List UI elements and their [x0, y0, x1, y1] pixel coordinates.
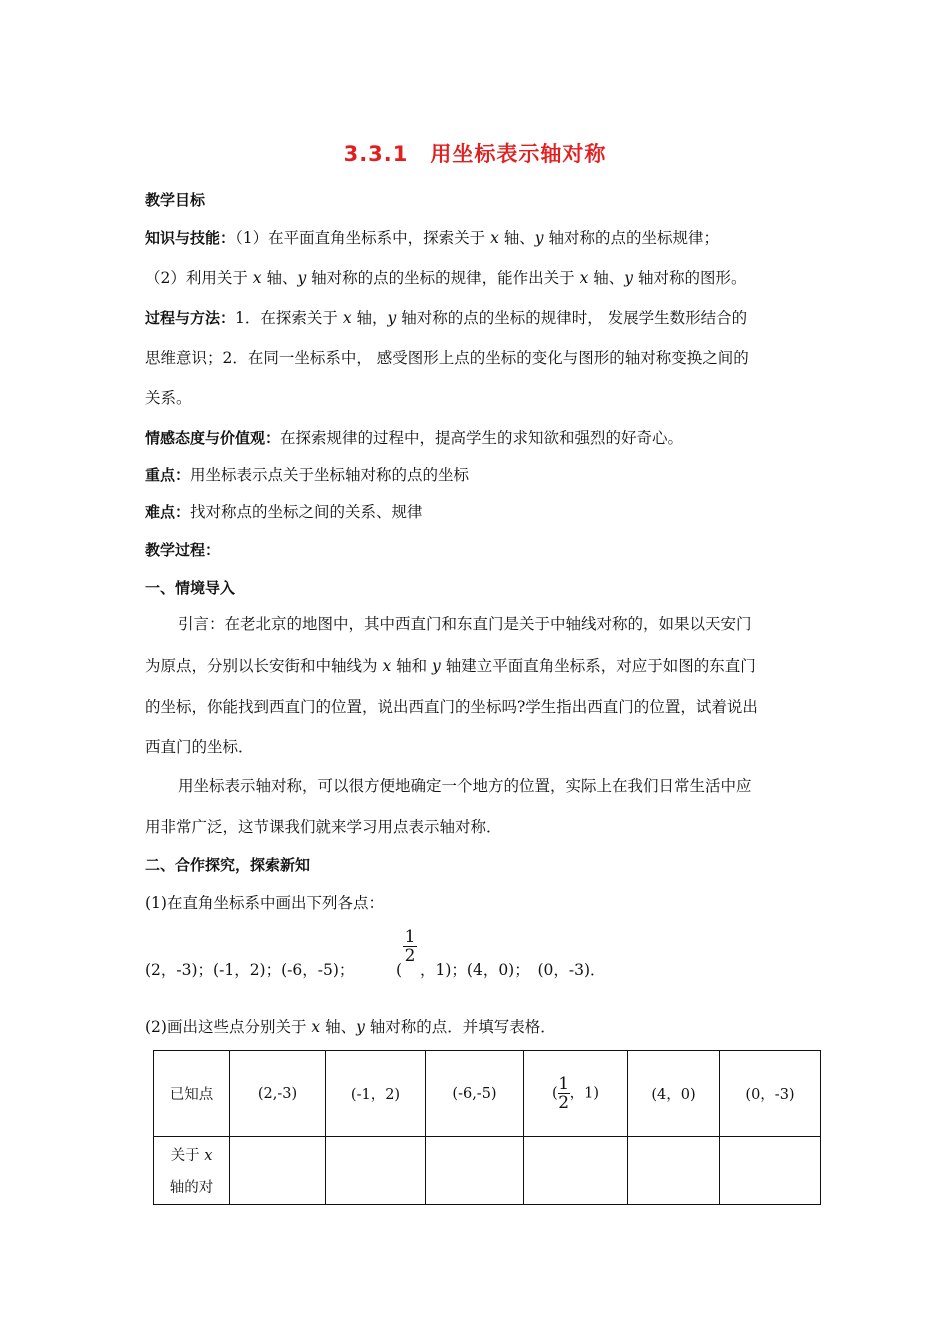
section1-p1-line-1: 引言：在老北京的地图中，其中西直门和东直门是关于中轴线对称的，如果以天安门 — [178, 615, 752, 633]
section1-heading: 一、情境导入 — [145, 579, 236, 597]
section1-p1-line-4: 西直门的坐标． — [145, 738, 254, 756]
knowledge-line-1: 知识与技能：（1）在平面直角坐标系中，探索关于 x 轴、y 轴对称的点的坐标规律； — [145, 229, 719, 247]
table-cell: (-1，2) — [326, 1051, 426, 1137]
table-cell-empty[interactable] — [720, 1137, 821, 1205]
knowledge-label: 知识与技能： — [145, 229, 236, 247]
objectives-heading: 教学目标 — [145, 191, 206, 209]
table-cell: (4，0) — [628, 1051, 720, 1137]
section2-question-2: (2)画出这些点分别关于 x 轴、y 轴对称的点．并填写表格． — [145, 1018, 556, 1036]
table-cell: (0，-3) — [720, 1051, 821, 1137]
table-cell-empty[interactable] — [426, 1137, 524, 1205]
difficulty-line: 难点：找对称点的坐标之间的关系、规律 — [145, 503, 423, 521]
section2-question-1: (1)在直角坐标系中画出下列各点： — [145, 894, 384, 912]
table-cell-empty[interactable] — [524, 1137, 628, 1205]
fraction-one-half: $\frac{1}{2}$ — [404, 927, 416, 966]
points-list-open: ( — [396, 961, 403, 979]
emotion-line: 情感态度与价值观：在探索规律的过程中，提高学生的求知欲和强烈的好奇心。 — [145, 429, 684, 447]
key-point-line: 重点：用坐标表示点关于坐标轴对称的点的坐标 — [145, 466, 470, 484]
points-list-b: ，1)；(4，0)； (0，-3)． — [420, 961, 606, 979]
table-cell-fraction: ( $\frac{1}{2}$ ，1) — [524, 1051, 628, 1137]
table-row-header: 已知点 — [154, 1051, 230, 1137]
section1-p2-line-2: 用非常广泛，这节课我们就来学习用点表示轴对称． — [145, 818, 502, 836]
process-line-1: 过程与方法：1．在探索关于 x 轴，y 轴对称的点的坐标的规律时， 发展学生数形结合的 — [145, 309, 748, 327]
table-cell-empty[interactable] — [326, 1137, 426, 1205]
symmetry-table — [153, 1050, 821, 1205]
table-row — [154, 1137, 821, 1205]
page-title: 3.3.1 用坐标表示轴对称 — [343, 142, 607, 166]
section1-p1-line-2: 为原点，分别以长安街和中轴线为 x 轴和 y 轴建立平面直角坐标系，对应于如图的东直门 — [145, 657, 756, 675]
section2-heading: 二、合作探究，探索新知 — [145, 856, 311, 874]
section1-p2-line-1: 用坐标表示轴对称，可以很方便地确定一个地方的位置，实际上在我们日常生活中应 — [178, 777, 752, 795]
knowledge-line-2: （2）利用关于 x 轴、y 轴对称的点的坐标的规律，能作出关于 x 轴、y 轴对称的图形。 — [145, 269, 747, 287]
process-line-2: 思维意识；2．在同一坐标系中， 感受图形上点的坐标的变化与图形的轴对称变换之间的 — [145, 349, 749, 367]
table-cell-empty[interactable] — [230, 1137, 326, 1205]
table-row-header: 关于 x 轴的对 — [154, 1137, 230, 1205]
points-list-a: (2，-3)；(-1，2)；(-6，-5)； — [145, 961, 355, 979]
process-heading: 教学过程： — [145, 541, 221, 559]
table-cell: (2,-3) — [230, 1051, 326, 1137]
table-cell: (-6,-5) — [426, 1051, 524, 1137]
table-cell-empty[interactable] — [628, 1137, 720, 1205]
process-line-3: 关系。 — [145, 389, 192, 407]
process-label: 过程与方法： — [145, 309, 236, 327]
section1-p1-line-3: 的坐标，你能找到西直门的位置，说出西直门的坐标吗?学生指出西直门的位置，试着说出 — [145, 698, 758, 716]
fraction-one-half: $\frac{1}{2}$ — [558, 1074, 570, 1113]
table-row — [154, 1051, 821, 1137]
